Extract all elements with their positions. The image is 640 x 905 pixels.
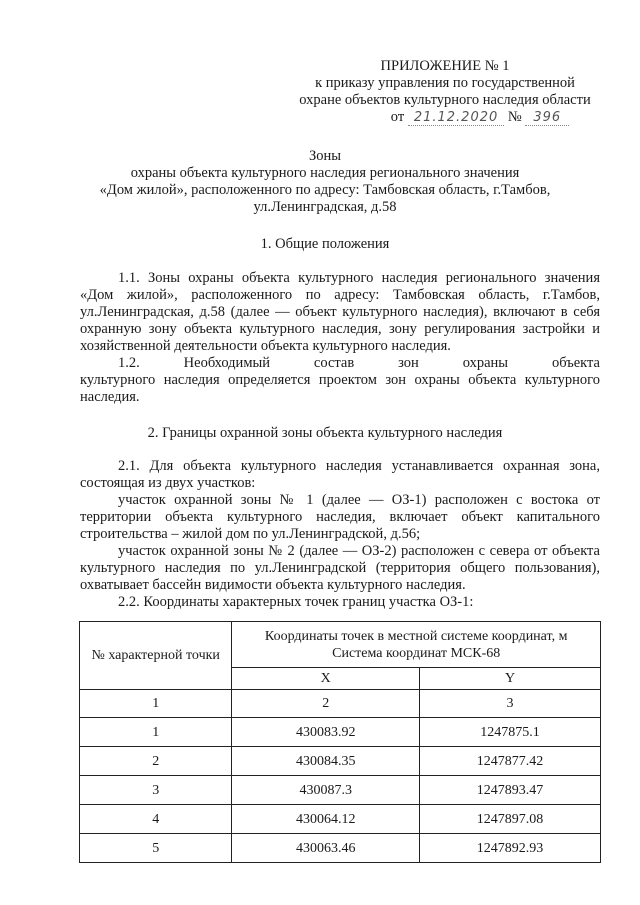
point-number-cell: 5: [80, 834, 232, 863]
table-index-row: [80, 690, 601, 718]
appendix-header: [285, 58, 605, 126]
table-row: [80, 776, 601, 805]
point-number-cell: 2: [80, 747, 232, 776]
table-row: [80, 834, 601, 863]
appendix-title: ПРИЛОЖЕНИЕ № 1: [380, 58, 510, 74]
coordinates-header-line-1: Координаты точек в местной системе координат, м: [264, 628, 568, 644]
x-cell: 430084.35: [232, 747, 420, 776]
order-date-number-line: [285, 109, 605, 126]
x-cell: 430087.3: [232, 776, 420, 805]
point-number-cell: 4: [80, 805, 232, 834]
section-2-heading: 2. Границы охранной зоны объекта культурного наследия: [147, 425, 503, 441]
document-title: [70, 148, 580, 216]
y-cell: 1247877.42: [420, 747, 601, 776]
table-row: [80, 747, 601, 776]
title-line-4: ул.Ленинградская, д.58: [253, 199, 397, 215]
x-cell: 430083.92: [232, 718, 420, 747]
p2-word: объекта: [551, 355, 600, 371]
table-row: [80, 718, 601, 747]
p2-word: зон: [398, 355, 419, 371]
p2-word: охраны: [462, 355, 509, 371]
handwritten-date: 21.12.2020: [408, 110, 504, 126]
section-1-paragraph-2-rest: культурного наследия определяется проектом зон охраны объекта культурного наследия.: [80, 372, 600, 405]
order-line-1: к приказу управления по государственной: [315, 75, 575, 91]
table-row: [80, 805, 601, 834]
x-cell: 430063.46: [232, 834, 420, 863]
table-header-row: [80, 622, 601, 668]
title-line-3: «Дом жилой», расположенного по адресу: Тамбовская область, г.Тамбов,: [99, 182, 551, 198]
coordinates-header: [232, 622, 601, 668]
p2-word: Необходимый: [183, 355, 270, 371]
y-cell: 1247875.1: [420, 718, 601, 747]
p2-word: 1.2.: [118, 355, 140, 371]
section-1-paragraph-1: 1.1. Зоны охраны объекта культурного наследия регионального значения «Дом жилой», расположенного по адресу: Тамбовская область, г.Тамбов, ул.Ленинградская, д.58 (далее — объект культурного наследия), включают в себя охранную зону объекта культурного наследия, зону регулирования застройки и хозяйственной деятельности объекта культурного наследия.: [80, 270, 600, 354]
y-cell: 1247893.47: [420, 776, 601, 805]
section-1-heading: 1. Общие положения: [260, 236, 390, 252]
y-header: Y: [420, 668, 601, 690]
index-cell: 1: [80, 690, 232, 718]
point-number-header: № характерной точки: [80, 622, 232, 690]
section-1-paragraph-2-first-line: [80, 355, 600, 372]
point-number-cell: 1: [80, 718, 232, 747]
order-line-2: охране объектов культурного наследия области: [299, 92, 591, 108]
index-cell: 2: [232, 690, 420, 718]
section-2-paragraph-2: участок охранной зоны № 1 (далее — ОЗ-1) расположен с востока от территории объекта культурного наследия, включает объект капитального строительства – жилой дом по ул.Ленинградской, д.56;: [80, 492, 600, 542]
number-label: №: [507, 109, 522, 125]
title-line-1: Зоны: [308, 148, 342, 164]
section-2-paragraph-1: 2.1. Для объекта культурного наследия устанавливается охранная зона, состоящая из двух участков:: [80, 458, 600, 491]
index-cell: 3: [420, 690, 601, 718]
section-2-paragraph-3: участок охранной зоны № 2 (далее — ОЗ-2) расположен с севера от объекта культурного наследия по ул.Ленинградской (территория общего пользования), охватывает бассейн видимости объекта культурного наследия.: [80, 543, 600, 593]
p2-word: состав: [313, 355, 355, 371]
y-cell: 1247897.08: [420, 805, 601, 834]
section-2-paragraph-4: 2.2. Координаты характерных точек границ участка ОЗ-1:: [118, 594, 474, 610]
coordinates-table: [79, 621, 601, 863]
handwritten-number: 396: [525, 110, 569, 126]
x-cell: 430064.12: [232, 805, 420, 834]
title-line-2: охраны объекта культурного наследия регионального значения: [130, 165, 520, 181]
from-label: от: [390, 109, 405, 125]
coordinates-header-line-2: Система координат МСК-68: [332, 645, 501, 661]
point-number-cell: 3: [80, 776, 232, 805]
x-header: X: [232, 668, 420, 690]
y-cell: 1247892.93: [420, 834, 601, 863]
